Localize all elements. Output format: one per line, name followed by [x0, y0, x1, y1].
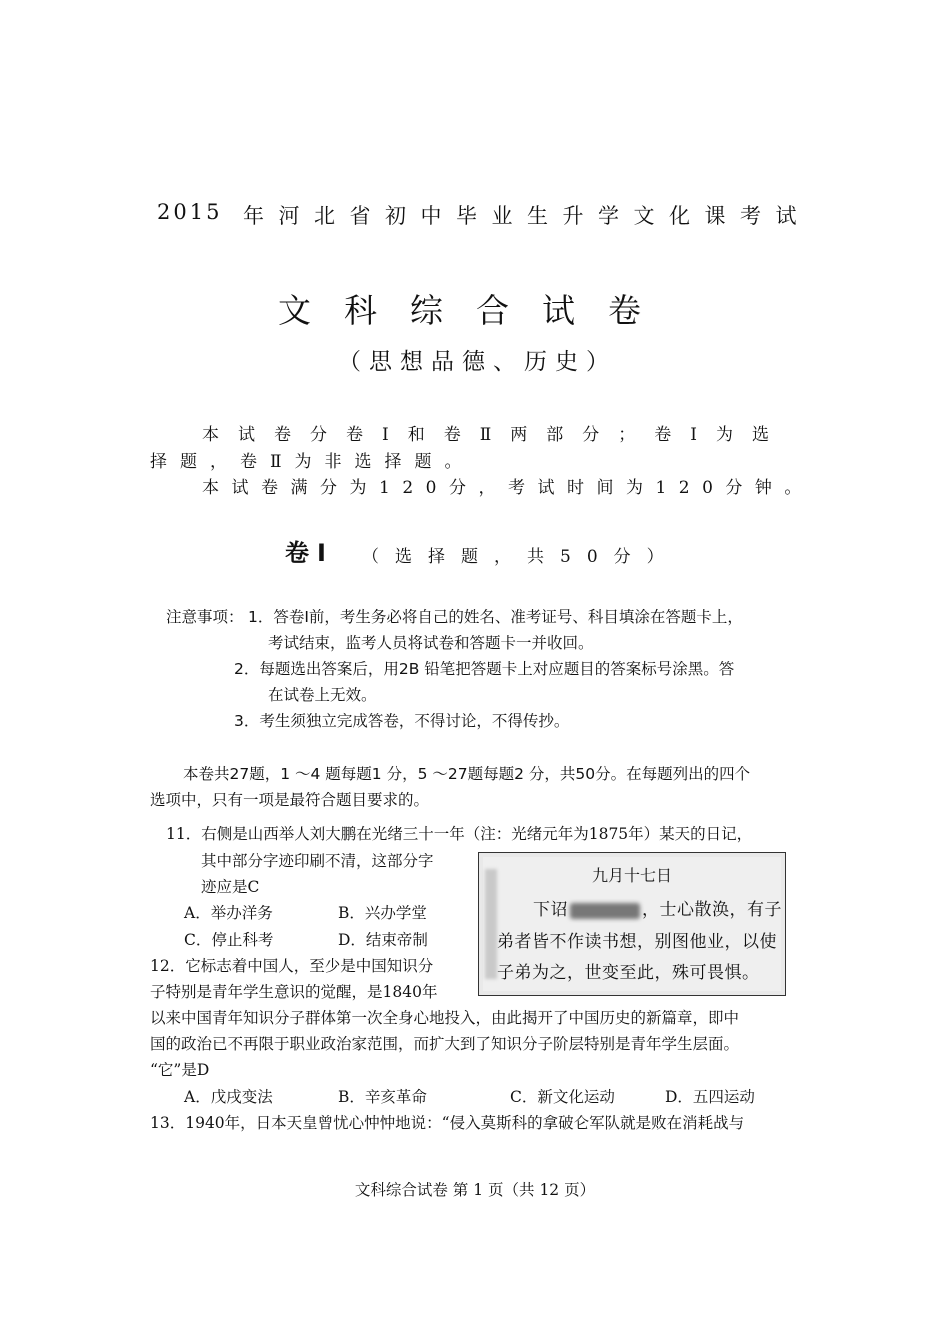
diary-line-1-pre: 下诏 — [533, 900, 568, 920]
diary-date: 九月十七日 — [591, 866, 672, 885]
q12-stem-3: 以来中国青年知识分子群体第一次全身心地投入，由此揭开了中国历史的新篇章，即中 — [150, 1009, 740, 1027]
instructions-line-2: 选项中，只有一项是最符合题目要求的。 — [150, 791, 430, 809]
notice-item-2b: 在试卷上无效。 — [268, 686, 377, 704]
intro-line-3: 本试卷满分为120分，考试时间为120分钟。 — [202, 478, 814, 498]
q11-option-b: B．兴办学堂 — [338, 904, 427, 922]
notice-item-1a: 1．答卷Ⅰ前，考生务必将自己的姓名、准考证号、科目填涂在答题卡上， — [248, 608, 743, 626]
q12-option-a: A．戊戌变法 — [184, 1088, 273, 1106]
diary-image — [478, 852, 786, 996]
diary-line-1 — [533, 895, 782, 920]
q11-option-d: D．结束帝制 — [338, 931, 428, 949]
q12-stem-1: 12．它标志着中国人，至少是中国知识分 — [150, 957, 434, 975]
q11-stem-2: 其中部分字迹印刷不清，这部分字 — [201, 852, 434, 870]
q12-option-c: C．新文化运动 — [510, 1088, 615, 1106]
page-footer: 文科综合试卷 第 1 页（共 12 页） — [354, 1181, 596, 1199]
q11-stem-1: 11．右侧是山西举人刘大鹏在光绪三十一年（注：光绪元年为1875年）某天的日记， — [166, 825, 753, 843]
q11-option-c: C．停止科考 — [184, 931, 274, 949]
q11-stem-3: 迹应是C — [201, 878, 260, 896]
q12-option-d: D．五四运动 — [665, 1088, 755, 1106]
instructions-line-1: 本卷共27题，1 ～4 题每题1 分，5 ～27题每题2 分，共50分。在每题列出的四个 — [183, 765, 751, 783]
notice-label: 注意事项： — [166, 608, 244, 626]
diary-line-1-post: ，士心散涣，有子 — [642, 900, 782, 920]
intro-line-1: 本试卷分卷Ⅰ和卷Ⅱ两部分；卷Ⅰ为选 — [202, 425, 788, 445]
exam-name: 年河北省初中毕业生升学文化课考试 — [243, 204, 811, 228]
section-title: 卷Ⅰ — [285, 539, 334, 567]
exam-year: 2015 — [157, 200, 223, 224]
q12-stem-2: 子特别是青年学生意识的觉醒，是1840年 — [150, 983, 438, 1001]
notice-item-1b: 考试结束，监考人员将试卷和答题卡一并收回。 — [268, 634, 594, 652]
notice-item-3: 3．考生须独立完成答卷，不得讨论，不得传抄。 — [234, 712, 570, 730]
section-subtitle: （选择题，共50分） — [362, 547, 680, 567]
page-title: 文科综合试卷 — [278, 291, 674, 330]
diary-line-3: 子弟为之，世变至此，殊可畏惧。 — [497, 963, 760, 983]
blurred-text — [570, 903, 640, 919]
q12-option-b: B．辛亥革命 — [338, 1088, 427, 1106]
q11-option-a: A．举办洋务 — [184, 904, 273, 922]
notice-item-2a: 2．每题选出答案后，用2B 铅笔把答题卡上对应题目的答案标号涂黑。答 — [234, 660, 735, 678]
q12-stem-4: 国的政治已不再限于职业政治家范围，而扩大到了知识分子阶层特别是青年学生层面。 — [150, 1035, 740, 1053]
q13-stem-1: 13．1940年，日本天皇曾忧心忡忡地说：“侵入莫斯科的拿破仑军队就是败在消耗战与 — [150, 1114, 745, 1132]
diary-line-2: 弟者皆不作读书想，别图他业，以使 — [497, 932, 777, 952]
intro-line-2: 择题，卷Ⅱ为非选择题。 — [150, 452, 475, 472]
page-subtitle: （思想品德、历史） — [338, 349, 617, 375]
q12-stem-5: “它”是D — [150, 1061, 210, 1079]
